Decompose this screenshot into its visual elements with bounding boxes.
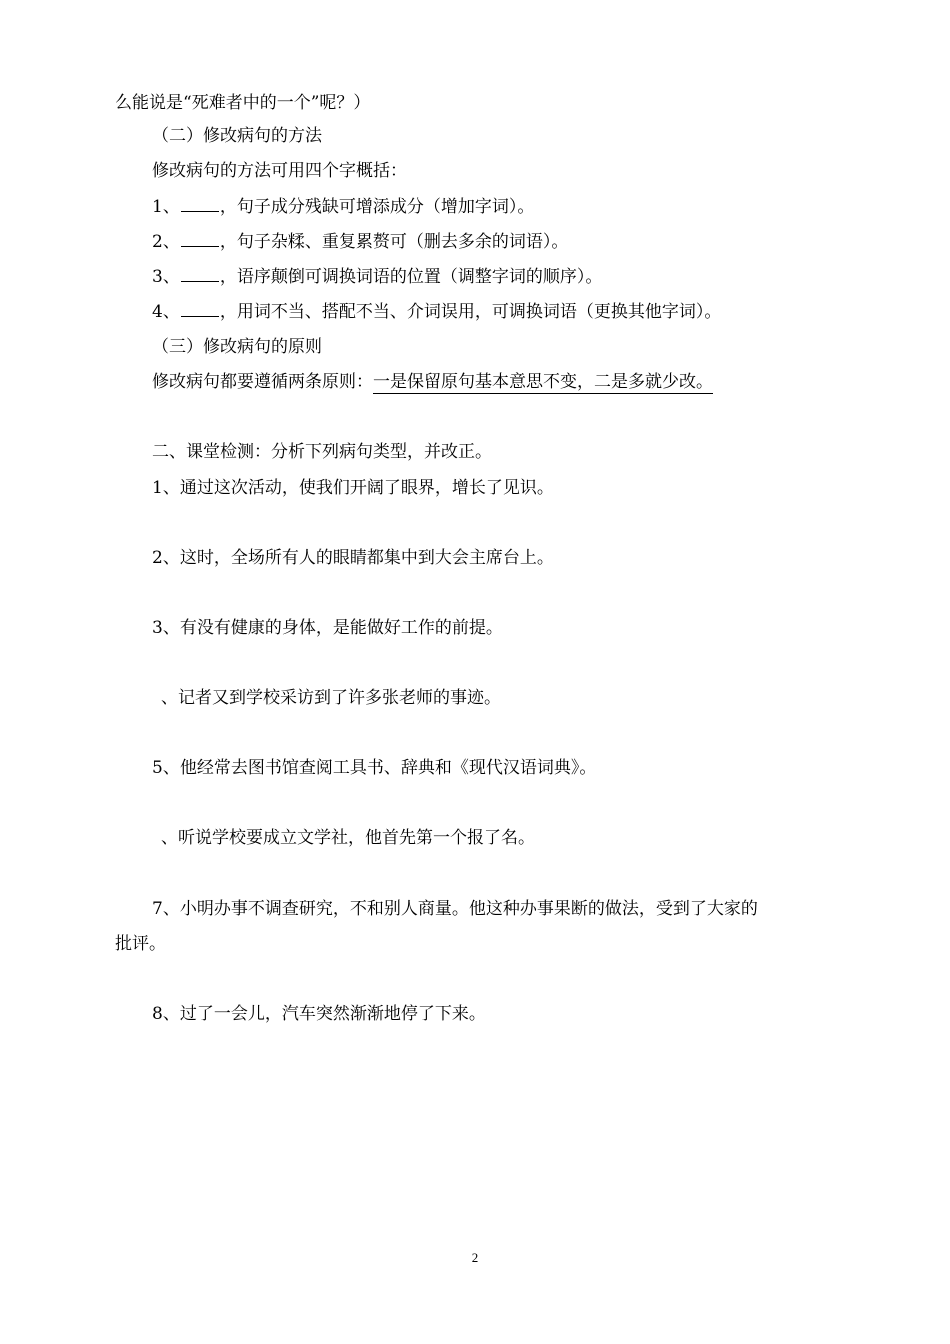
- exercise-6: 、听说学校要成立文学社，他首先第一个报了名。: [161, 828, 535, 848]
- exercise-7-continued: 批评。: [115, 934, 166, 954]
- method-text: ，句子杂糅、重复累赘可（删去多余的词语）。: [219, 232, 569, 252]
- method-text: ，语序颠倒可调换词语的位置（调整字词的顺序）。: [219, 267, 603, 287]
- method-number: 3、: [152, 267, 180, 287]
- method-text: ，句子成分残缺可增添成分（增加字词）。: [219, 197, 535, 217]
- answer-blank: [181, 232, 219, 247]
- exercise-2: 2、这时，全场所有人的眼睛都集中到大会主席台上。: [152, 548, 554, 568]
- answer-blank: [181, 267, 219, 282]
- method-item-4: [152, 301, 721, 323]
- method-number: 2、: [152, 232, 180, 252]
- page-number: 2: [471, 1250, 479, 1265]
- method-item-2: [152, 231, 568, 253]
- method-item-1: [152, 196, 534, 218]
- answer-blank: [181, 302, 219, 317]
- principle-section-heading: （三）修改病句的原则: [152, 337, 322, 357]
- principle-line: [152, 371, 713, 393]
- answer-blank: [181, 197, 219, 212]
- method-intro: 修改病句的方法可用四个字概括：: [152, 161, 407, 181]
- exercise-1: 1、通过这次活动，使我们开阔了眼界，增长了见识。: [152, 478, 554, 498]
- exercise-8: 8、过了一会儿，汽车突然渐渐地停了下来。: [152, 1004, 486, 1024]
- exercise-3: 3、有没有健康的身体，是能做好工作的前提。: [152, 618, 503, 638]
- exercise-5: 5、他经常去图书馆查阅工具书、辞典和《现代汉语词典》。: [152, 758, 597, 778]
- principle-prefix: 修改病句都要遵循两条原则：: [152, 372, 373, 392]
- principle-underlined-text: 一是保留原句基本意思不变，二是多就少改。: [373, 372, 713, 392]
- method-section-heading: （二）修改病句的方法: [152, 126, 322, 146]
- continuation-line: 么能说是“死难者中的一个”呢？）: [115, 93, 371, 113]
- test-heading: 二、课堂检测：分析下列病句类型，并改正。: [152, 442, 492, 462]
- method-number: 4、: [152, 302, 180, 322]
- method-item-3: [152, 266, 602, 288]
- exercise-7: 7、小明办事不调查研究，不和别人商量。他这种办事果断的做法，受到了大家的: [152, 899, 758, 919]
- exercise-4: 、记者又到学校采访到了许多张老师的事迹。: [161, 688, 501, 708]
- method-number: 1、: [152, 197, 180, 217]
- method-text: ，用词不当、搭配不当、介词误用，可调换词语（更换其他字词）。: [219, 302, 722, 322]
